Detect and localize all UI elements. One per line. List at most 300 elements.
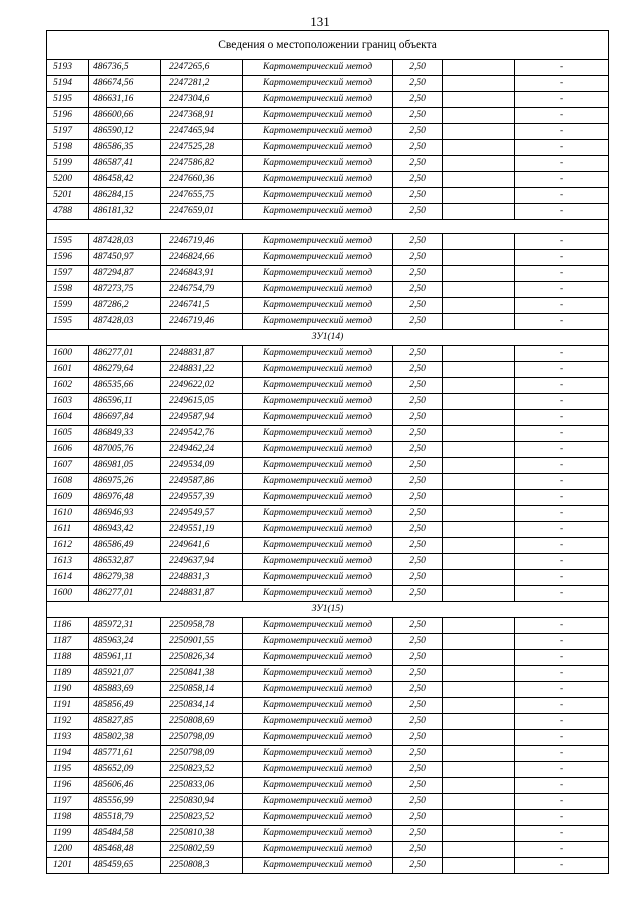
point-number: 1194 — [47, 746, 89, 762]
table-row — [47, 666, 609, 682]
point-number: 1610 — [47, 506, 89, 522]
method: Картометрический метод — [243, 842, 393, 858]
accuracy: 2,50 — [393, 92, 443, 108]
empty-cell — [443, 410, 515, 426]
point-number: 1606 — [47, 442, 89, 458]
x-coordinate: 485652,09 — [89, 762, 161, 778]
point-number: 1597 — [47, 266, 89, 282]
point-number: 1613 — [47, 554, 89, 570]
x-coordinate: 487428,03 — [89, 314, 161, 330]
accuracy: 2,50 — [393, 60, 443, 76]
table-row — [47, 554, 609, 570]
table-row — [47, 362, 609, 378]
description: - — [515, 204, 609, 220]
accuracy: 2,50 — [393, 682, 443, 698]
method: Картометрический метод — [243, 762, 393, 778]
accuracy: 2,50 — [393, 586, 443, 602]
y-coordinate: 2247265,6 — [161, 60, 243, 76]
x-coordinate: 486849,33 — [89, 426, 161, 442]
table-row — [47, 570, 609, 586]
table-row — [47, 314, 609, 330]
description: - — [515, 92, 609, 108]
x-coordinate: 486586,49 — [89, 538, 161, 554]
y-coordinate: 2246741,5 — [161, 298, 243, 314]
empty-cell — [443, 714, 515, 730]
empty-cell — [443, 554, 515, 570]
empty-cell — [443, 778, 515, 794]
table-row — [47, 522, 609, 538]
table-row — [47, 826, 609, 842]
empty-cell — [443, 570, 515, 586]
y-coordinate: 2249462,24 — [161, 442, 243, 458]
method: Картометрический метод — [243, 778, 393, 794]
method: Картометрический метод — [243, 650, 393, 666]
y-coordinate: 2248831,22 — [161, 362, 243, 378]
y-coordinate: 2249637,94 — [161, 554, 243, 570]
point-number: 5194 — [47, 76, 89, 92]
y-coordinate: 2250833,06 — [161, 778, 243, 794]
description: - — [515, 410, 609, 426]
description: - — [515, 586, 609, 602]
y-coordinate: 2249587,86 — [161, 474, 243, 490]
method: Картометрический метод — [243, 362, 393, 378]
table-row — [47, 634, 609, 650]
description: - — [515, 60, 609, 76]
point-number: 5196 — [47, 108, 89, 124]
description: - — [515, 730, 609, 746]
accuracy: 2,50 — [393, 778, 443, 794]
description: - — [515, 426, 609, 442]
point-number: 1190 — [47, 682, 89, 698]
description: - — [515, 378, 609, 394]
empty-cell — [443, 204, 515, 220]
accuracy: 2,50 — [393, 810, 443, 826]
method: Картометрический метод — [243, 506, 393, 522]
y-coordinate: 2249551,19 — [161, 522, 243, 538]
method: Картометрический метод — [243, 250, 393, 266]
y-coordinate: 2249534,09 — [161, 458, 243, 474]
accuracy: 2,50 — [393, 204, 443, 220]
point-number: 5199 — [47, 156, 89, 172]
y-coordinate: 2246754,79 — [161, 282, 243, 298]
table-row — [47, 474, 609, 490]
description: - — [515, 842, 609, 858]
description: - — [515, 442, 609, 458]
table-row — [47, 586, 609, 602]
method: Картометрический метод — [243, 490, 393, 506]
empty-cell — [443, 92, 515, 108]
x-coordinate: 486975,26 — [89, 474, 161, 490]
point-number: 1609 — [47, 490, 89, 506]
description: - — [515, 234, 609, 250]
x-coordinate: 486532,87 — [89, 554, 161, 570]
y-coordinate: 2250830,94 — [161, 794, 243, 810]
method: Картометрический метод — [243, 124, 393, 140]
method: Картометрический метод — [243, 442, 393, 458]
table-row — [47, 378, 609, 394]
method: Картометрический метод — [243, 140, 393, 156]
point-number: 1198 — [47, 810, 89, 826]
empty-cell — [443, 490, 515, 506]
empty-cell — [443, 314, 515, 330]
table-row — [47, 730, 609, 746]
method: Картометрический метод — [243, 474, 393, 490]
x-coordinate: 486943,42 — [89, 522, 161, 538]
point-number: 1604 — [47, 410, 89, 426]
point-number: 5193 — [47, 60, 89, 76]
description: - — [515, 762, 609, 778]
empty-cell — [443, 586, 515, 602]
y-coordinate: 2246824,66 — [161, 250, 243, 266]
x-coordinate: 486981,05 — [89, 458, 161, 474]
method: Картометрический метод — [243, 298, 393, 314]
y-coordinate: 2247465,94 — [161, 124, 243, 140]
table-row — [47, 426, 609, 442]
empty-cell — [443, 794, 515, 810]
empty-cell — [443, 346, 515, 362]
method: Картометрический метод — [243, 714, 393, 730]
table-row — [47, 490, 609, 506]
x-coordinate: 486631,16 — [89, 92, 161, 108]
accuracy: 2,50 — [393, 554, 443, 570]
method: Картометрический метод — [243, 188, 393, 204]
point-number: 1602 — [47, 378, 89, 394]
method: Картометрический метод — [243, 378, 393, 394]
point-number: 5197 — [47, 124, 89, 140]
method: Картометрический метод — [243, 666, 393, 682]
y-coordinate: 2250810,38 — [161, 826, 243, 842]
point-number: 1595 — [47, 314, 89, 330]
table-row — [47, 92, 609, 108]
table-row — [47, 506, 609, 522]
description: - — [515, 570, 609, 586]
point-number: 1191 — [47, 698, 89, 714]
method: Картометрический метод — [243, 730, 393, 746]
accuracy: 2,50 — [393, 140, 443, 156]
method: Картометрический метод — [243, 554, 393, 570]
x-coordinate: 487273,75 — [89, 282, 161, 298]
table-row — [47, 108, 609, 124]
point-number: 1599 — [47, 298, 89, 314]
table-row — [47, 140, 609, 156]
x-coordinate: 486596,11 — [89, 394, 161, 410]
table-row — [47, 250, 609, 266]
accuracy: 2,50 — [393, 250, 443, 266]
section-label: ЗУ1(14) — [47, 330, 609, 346]
accuracy: 2,50 — [393, 188, 443, 204]
y-coordinate: 2247281,2 — [161, 76, 243, 92]
table-row — [47, 650, 609, 666]
point-number: 5200 — [47, 172, 89, 188]
empty-cell — [443, 60, 515, 76]
x-coordinate: 486458,42 — [89, 172, 161, 188]
empty-cell — [443, 282, 515, 298]
accuracy: 2,50 — [393, 570, 443, 586]
description: - — [515, 298, 609, 314]
accuracy: 2,50 — [393, 298, 443, 314]
point-number: 1607 — [47, 458, 89, 474]
description: - — [515, 506, 609, 522]
x-coordinate: 487286,2 — [89, 298, 161, 314]
description: - — [515, 346, 609, 362]
x-coordinate: 487428,03 — [89, 234, 161, 250]
point-number: 5201 — [47, 188, 89, 204]
table-row — [47, 234, 609, 250]
point-number: 1195 — [47, 762, 89, 778]
y-coordinate: 2247655,75 — [161, 188, 243, 204]
point-number: 1187 — [47, 634, 89, 650]
point-number: 5198 — [47, 140, 89, 156]
boundary-coordinates-table — [46, 30, 609, 874]
method: Картометрический метод — [243, 92, 393, 108]
description: - — [515, 188, 609, 204]
x-coordinate: 486976,48 — [89, 490, 161, 506]
description: - — [515, 826, 609, 842]
section-label — [47, 220, 609, 234]
empty-cell — [443, 362, 515, 378]
method: Картометрический метод — [243, 826, 393, 842]
method: Картометрический метод — [243, 234, 393, 250]
method: Картометрический метод — [243, 858, 393, 874]
description: - — [515, 522, 609, 538]
empty-cell — [443, 394, 515, 410]
accuracy: 2,50 — [393, 108, 443, 124]
x-coordinate: 485963,24 — [89, 634, 161, 650]
description: - — [515, 76, 609, 92]
section-header-row — [47, 330, 609, 346]
y-coordinate: 2249587,94 — [161, 410, 243, 426]
y-coordinate: 2247659,01 — [161, 204, 243, 220]
y-coordinate: 2246719,46 — [161, 234, 243, 250]
accuracy: 2,50 — [393, 458, 443, 474]
point-number: 5195 — [47, 92, 89, 108]
empty-cell — [443, 124, 515, 140]
empty-cell — [443, 234, 515, 250]
empty-cell — [443, 442, 515, 458]
y-coordinate: 2249622,02 — [161, 378, 243, 394]
description: - — [515, 810, 609, 826]
y-coordinate: 2250808,69 — [161, 714, 243, 730]
point-number: 1197 — [47, 794, 89, 810]
point-number: 1193 — [47, 730, 89, 746]
y-coordinate: 2249542,76 — [161, 426, 243, 442]
accuracy: 2,50 — [393, 172, 443, 188]
method: Картометрический метод — [243, 618, 393, 634]
point-number: 4788 — [47, 204, 89, 220]
empty-cell — [443, 634, 515, 650]
description: - — [515, 172, 609, 188]
table-row — [47, 458, 609, 474]
x-coordinate: 485556,99 — [89, 794, 161, 810]
method: Картометрический метод — [243, 266, 393, 282]
empty-cell — [443, 826, 515, 842]
table-row — [47, 346, 609, 362]
accuracy: 2,50 — [393, 522, 443, 538]
x-coordinate: 485802,38 — [89, 730, 161, 746]
y-coordinate: 2250798,09 — [161, 746, 243, 762]
method: Картометрический метод — [243, 282, 393, 298]
table-row — [47, 76, 609, 92]
empty-cell — [443, 506, 515, 522]
description: - — [515, 858, 609, 874]
y-coordinate: 2247660,36 — [161, 172, 243, 188]
point-number: 1199 — [47, 826, 89, 842]
method: Картометрический метод — [243, 538, 393, 554]
y-coordinate: 2247368,91 — [161, 108, 243, 124]
accuracy: 2,50 — [393, 746, 443, 762]
description: - — [515, 474, 609, 490]
accuracy: 2,50 — [393, 634, 443, 650]
empty-cell — [443, 730, 515, 746]
method: Картометрический метод — [243, 172, 393, 188]
table-row — [47, 442, 609, 458]
description: - — [515, 650, 609, 666]
empty-cell — [443, 682, 515, 698]
table-row — [47, 842, 609, 858]
empty-cell — [443, 858, 515, 874]
y-coordinate: 2250823,52 — [161, 810, 243, 826]
point-number: 1189 — [47, 666, 89, 682]
y-coordinate: 2250958,78 — [161, 618, 243, 634]
description: - — [515, 108, 609, 124]
method: Картометрический метод — [243, 746, 393, 762]
section-header-row — [47, 220, 609, 234]
y-coordinate: 2246719,46 — [161, 314, 243, 330]
description: - — [515, 554, 609, 570]
y-coordinate: 2246843,91 — [161, 266, 243, 282]
table-row — [47, 810, 609, 826]
x-coordinate: 486277,01 — [89, 346, 161, 362]
table-row — [47, 124, 609, 140]
method: Картометрический метод — [243, 810, 393, 826]
description: - — [515, 250, 609, 266]
accuracy: 2,50 — [393, 156, 443, 172]
description: - — [515, 794, 609, 810]
x-coordinate: 486181,32 — [89, 204, 161, 220]
x-coordinate: 485518,79 — [89, 810, 161, 826]
accuracy: 2,50 — [393, 666, 443, 682]
accuracy: 2,50 — [393, 474, 443, 490]
x-coordinate: 485961,11 — [89, 650, 161, 666]
point-number: 1612 — [47, 538, 89, 554]
x-coordinate: 485883,69 — [89, 682, 161, 698]
point-number: 1608 — [47, 474, 89, 490]
method: Картометрический метод — [243, 426, 393, 442]
x-coordinate: 485771,61 — [89, 746, 161, 762]
table-row — [47, 618, 609, 634]
y-coordinate: 2248831,3 — [161, 570, 243, 586]
description: - — [515, 538, 609, 554]
accuracy: 2,50 — [393, 426, 443, 442]
table-title: Сведения о местоположении границ объекта — [47, 31, 609, 60]
accuracy: 2,50 — [393, 346, 443, 362]
accuracy: 2,50 — [393, 394, 443, 410]
page-number: 131 — [310, 14, 330, 29]
y-coordinate: 2249641,6 — [161, 538, 243, 554]
table-row — [47, 156, 609, 172]
description: - — [515, 746, 609, 762]
y-coordinate: 2250858,14 — [161, 682, 243, 698]
empty-cell — [443, 458, 515, 474]
x-coordinate: 487294,87 — [89, 266, 161, 282]
y-coordinate: 2248831,87 — [161, 586, 243, 602]
description: - — [515, 394, 609, 410]
y-coordinate: 2250808,3 — [161, 858, 243, 874]
accuracy: 2,50 — [393, 714, 443, 730]
section-label: ЗУ1(15) — [47, 602, 609, 618]
accuracy: 2,50 — [393, 442, 443, 458]
method: Картометрический метод — [243, 108, 393, 124]
table-row — [47, 266, 609, 282]
x-coordinate: 486946,93 — [89, 506, 161, 522]
empty-cell — [443, 650, 515, 666]
point-number: 1611 — [47, 522, 89, 538]
table-row — [47, 682, 609, 698]
description: - — [515, 124, 609, 140]
method: Картометрический метод — [243, 522, 393, 538]
empty-cell — [443, 378, 515, 394]
description: - — [515, 490, 609, 506]
x-coordinate: 486736,5 — [89, 60, 161, 76]
accuracy: 2,50 — [393, 124, 443, 140]
description: - — [515, 266, 609, 282]
accuracy: 2,50 — [393, 76, 443, 92]
method: Картометрический метод — [243, 698, 393, 714]
x-coordinate: 485468,48 — [89, 842, 161, 858]
point-number: 1600 — [47, 346, 89, 362]
y-coordinate: 2250834,14 — [161, 698, 243, 714]
description: - — [515, 140, 609, 156]
description: - — [515, 634, 609, 650]
x-coordinate: 485459,65 — [89, 858, 161, 874]
accuracy: 2,50 — [393, 234, 443, 250]
empty-cell — [443, 172, 515, 188]
accuracy: 2,50 — [393, 362, 443, 378]
method: Картометрический метод — [243, 204, 393, 220]
description: - — [515, 362, 609, 378]
accuracy: 2,50 — [393, 762, 443, 778]
empty-cell — [443, 76, 515, 92]
accuracy: 2,50 — [393, 266, 443, 282]
method: Картометрический метод — [243, 60, 393, 76]
empty-cell — [443, 266, 515, 282]
x-coordinate: 486674,56 — [89, 76, 161, 92]
x-coordinate: 486277,01 — [89, 586, 161, 602]
empty-cell — [443, 522, 515, 538]
accuracy: 2,50 — [393, 618, 443, 634]
table-row — [47, 538, 609, 554]
y-coordinate: 2247525,28 — [161, 140, 243, 156]
method: Картометрический метод — [243, 682, 393, 698]
y-coordinate: 2247586,82 — [161, 156, 243, 172]
table-row — [47, 746, 609, 762]
description: - — [515, 618, 609, 634]
y-coordinate: 2250826,34 — [161, 650, 243, 666]
accuracy: 2,50 — [393, 378, 443, 394]
table-row — [47, 282, 609, 298]
method: Картометрический метод — [243, 394, 393, 410]
accuracy: 2,50 — [393, 538, 443, 554]
accuracy: 2,50 — [393, 490, 443, 506]
description: - — [515, 714, 609, 730]
point-number: 1598 — [47, 282, 89, 298]
description: - — [515, 698, 609, 714]
empty-cell — [443, 156, 515, 172]
y-coordinate: 2249549,57 — [161, 506, 243, 522]
accuracy: 2,50 — [393, 730, 443, 746]
x-coordinate: 487450,97 — [89, 250, 161, 266]
point-number: 1614 — [47, 570, 89, 586]
